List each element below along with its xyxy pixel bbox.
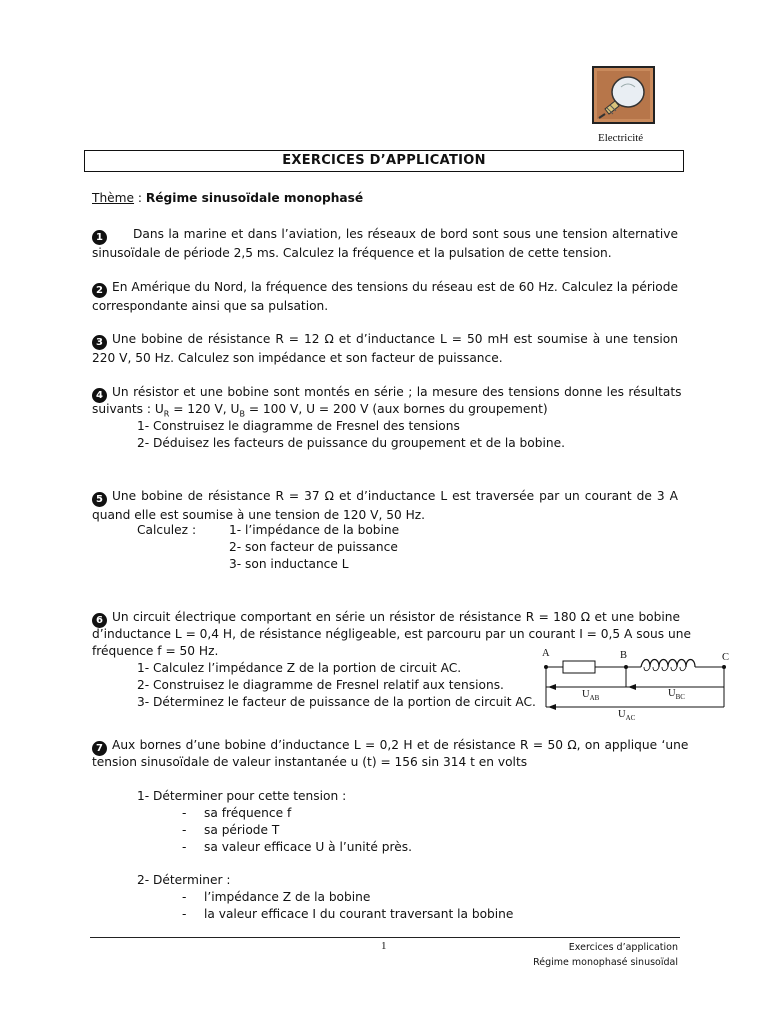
- subject-label: Electricité: [598, 132, 644, 144]
- subscript-b: B: [239, 409, 245, 419]
- exercise-2: [92, 279, 678, 315]
- page-title: EXERCICES D’APPLICATION: [282, 153, 486, 168]
- exercise-number-6: 6: [92, 613, 107, 628]
- exercise-3-text: Une bobine de résistance R = 12 Ω et d’inductance L = 50 mH est soumise à une tension 220 V, 50 Hz. Calculez son impédance et son facteur de puissance.: [92, 332, 678, 365]
- exercise-number-5: 5: [92, 492, 107, 507]
- voltage-u-symbol: U: [668, 688, 676, 699]
- subscript-ab: AB: [589, 694, 600, 703]
- list-item-text: l’impédance Z de la bobine: [204, 890, 371, 904]
- bullet-dash: -: [182, 823, 187, 837]
- exercise-5-item: 3- son inductance L: [229, 557, 349, 571]
- exercise-1-text: Dans la marine et dans l’aviation, les réseaux de bord sont sous une tension alternative sinusoïdale de période 2,5 ms. Calculez la fréquence et la pulsation de cette tension.: [92, 227, 678, 260]
- list-item-text: la valeur efficace I du courant traversant la bobine: [204, 907, 514, 921]
- exercise-7-line-2: tension sinusoïdale de valeur instantanée u (t) = 156 sin 314 t en volts: [92, 755, 528, 769]
- theme-separator: :: [134, 191, 146, 205]
- list-item-text: sa valeur efficace U à l’unité près.: [204, 840, 412, 854]
- circuit-diagram: [538, 647, 734, 727]
- list-item-text: sa fréquence f: [204, 806, 292, 820]
- bullet-dash: -: [182, 840, 187, 854]
- voltage-u-symbol: U: [618, 709, 626, 720]
- subscript-ac: AC: [625, 714, 636, 723]
- exercise-4-item: 1- Construisez le diagramme de Fresnel des tensions: [137, 419, 460, 433]
- page-number: 1: [381, 940, 387, 952]
- exercise-number-1: 1: [92, 230, 107, 245]
- exercise-4-text-2b: = 120 V, U: [169, 402, 240, 416]
- exercise-number-2: 2: [92, 283, 107, 298]
- list-item: [182, 906, 513, 923]
- bullet-dash: -: [182, 890, 187, 904]
- theme-label: Thème: [92, 191, 135, 205]
- exercise-5-item: 1- l’impédance de la bobine: [229, 523, 400, 537]
- exercise-4-text-1: Un résistor et une bobine sont montés en série ; la mesure des tensions donne les résultats: [112, 385, 682, 399]
- exercise-6-item: 2- Construisez le diagramme de Fresnel relatif aux tensions.: [137, 678, 504, 692]
- title-box: [84, 150, 684, 172]
- point-c-label: C: [722, 652, 730, 663]
- exercise-number-4: 4: [92, 388, 107, 403]
- list-item: [182, 889, 370, 906]
- exercise-7-part-2-title: 2- Déterminer :: [137, 873, 231, 887]
- exercise-7-part-1-title: 1- Déterminer pour cette tension :: [137, 789, 347, 803]
- bullet-dash: -: [182, 907, 187, 921]
- list-item-text: sa période T: [204, 823, 280, 837]
- voltage-ubc-label: [668, 688, 685, 701]
- theme-value: Régime sinusoïdale monophasé: [145, 191, 364, 205]
- exercise-number-3: 3: [92, 335, 107, 350]
- voltage-uab-label: [582, 689, 599, 702]
- exercise-5: [92, 488, 678, 524]
- exercise-5-item: 2- son facteur de puissance: [229, 540, 398, 554]
- exercise-6-line-2: d’inductance L = 0,4 H, de résistance négligeable, est parcouru par un courant I = 0,5 A sous une: [92, 627, 691, 641]
- list-item: [182, 805, 291, 822]
- list-item: [182, 822, 279, 839]
- exercise-6-line-3: fréquence f = 50 Hz.: [92, 644, 219, 658]
- voltage-uac-label: [618, 709, 635, 722]
- voltage-u-symbol: U: [582, 689, 590, 700]
- exercise-4-text-2c: = 100 V, U = 200 V (aux bornes du groupement): [244, 402, 548, 416]
- exercise-7-text-1: Aux bornes d’une bobine d’inductance L = 0,2 H et de résistance R = 50 Ω, on applique ‘une: [112, 738, 689, 752]
- exercise-2-text: En Amérique du Nord, la fréquence des tensions du réseau est de 60 Hz. Calculez la période correspondante ainsi que sa pulsation.: [92, 280, 678, 313]
- exercise-1: [92, 226, 678, 262]
- subscript-bc: BC: [675, 693, 685, 702]
- footer-line-1: Exercices d’application: [568, 942, 678, 953]
- exercise-5-text: Une bobine de résistance R = 37 Ω et d’inductance L est traversée par un courant de 3 A quand elle est soumise à une tension de 120 V, 50 Hz.: [92, 489, 678, 522]
- exercise-4-text-2a: suivants : U: [92, 402, 164, 416]
- point-a-label: A: [542, 648, 550, 659]
- footer-line-2: Régime monophasé sinusoïdal: [533, 957, 678, 968]
- exercise-3: [92, 331, 678, 367]
- list-item: [182, 839, 412, 856]
- subscript-r: R: [163, 409, 170, 419]
- point-b-label: B: [620, 650, 628, 661]
- exercise-number-7: 7: [92, 741, 107, 756]
- exercise-6-text-1: Un circuit électrique comportant en série un résistor de résistance R = 180 Ω et une bobine: [112, 610, 680, 624]
- exercise-5-calc-label: Calculez :: [137, 523, 197, 537]
- bullet-dash: -: [182, 806, 187, 820]
- bulb-logo-icon: [591, 65, 656, 125]
- exercise-4-item: 2- Déduisez les facteurs de puissance du groupement et de la bobine.: [137, 436, 565, 450]
- exercise-6-item: 3- Déterminez le facteur de puissance de la portion de circuit AC.: [137, 695, 536, 709]
- theme-line: [92, 190, 363, 207]
- exercise-6-item: 1- Calculez l’impédance Z de la portion de circuit AC.: [137, 661, 462, 675]
